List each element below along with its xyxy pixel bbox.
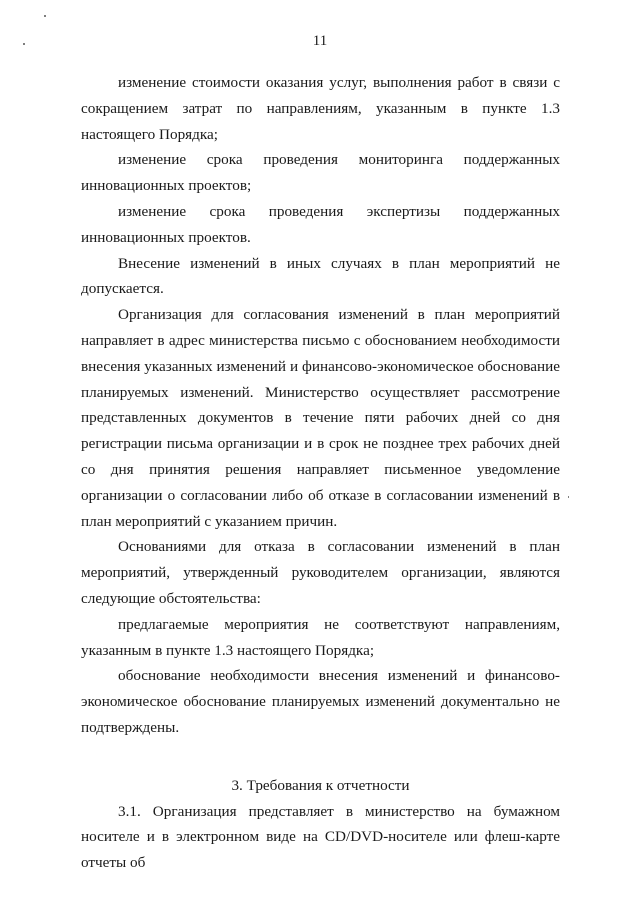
- paragraph: Организация для согласования изменений в план мероприятий направляет в адрес министерства письмо с обоснованием необходимости внесения указанных изменений и финансово-экономическое обоснование планируемых изменений. Министерство осуществляет рассмотрение представленных документов в течение пяти рабочих дней со дня регистрации письма организации и в срок не позднее трех рабочих дней со дня принятия решения направляет письменное уведомление организации о согласовании либо об отказе в согласовании изменений в план мероприятий с указанием причин.: [81, 306, 560, 530]
- section-title: 3. Требования к отчетности: [231, 776, 410, 794]
- scan-speck: [44, 15, 46, 17]
- scan-speck: [23, 43, 25, 45]
- section-spacer: [81, 741, 560, 773]
- document-body: [81, 70, 560, 876]
- paragraph: Основаниями для отказа в согласовании изменений в план мероприятий, утвержденный руководителем организации, являются следующие обстоятельства:: [81, 538, 560, 607]
- paragraph: 3.1. Организация представляет в министерство на бумажном носителе и в электронном виде на CD/DVD-носителе или флеш-карте отчеты об: [81, 802, 560, 872]
- paragraph: изменение срока проведения мониторинга поддержанных инновационных проектов;: [81, 151, 560, 195]
- page-number: 11: [312, 33, 328, 49]
- paragraph: обоснование необходимости внесения изменений и финансово-экономическое обоснование планируемых изменений документально не подтверждены.: [81, 667, 560, 736]
- scan-speck: [568, 496, 569, 498]
- paragraph: изменение срока проведения экспертизы поддержанных инновационных проектов.: [81, 202, 560, 246]
- paragraph: изменение стоимости оказания услуг, выполнения работ в связи с сокращением затрат по направлениям, указанным в пункте 1.3 настоящего Порядка;: [81, 74, 560, 143]
- paragraph: Внесение изменений в иных случаях в план мероприятий не допускается.: [81, 254, 560, 298]
- paragraph: предлагаемые мероприятия не соответствуют направлениям, указанным в пункте 1.3 настоящего Порядка;: [81, 615, 560, 659]
